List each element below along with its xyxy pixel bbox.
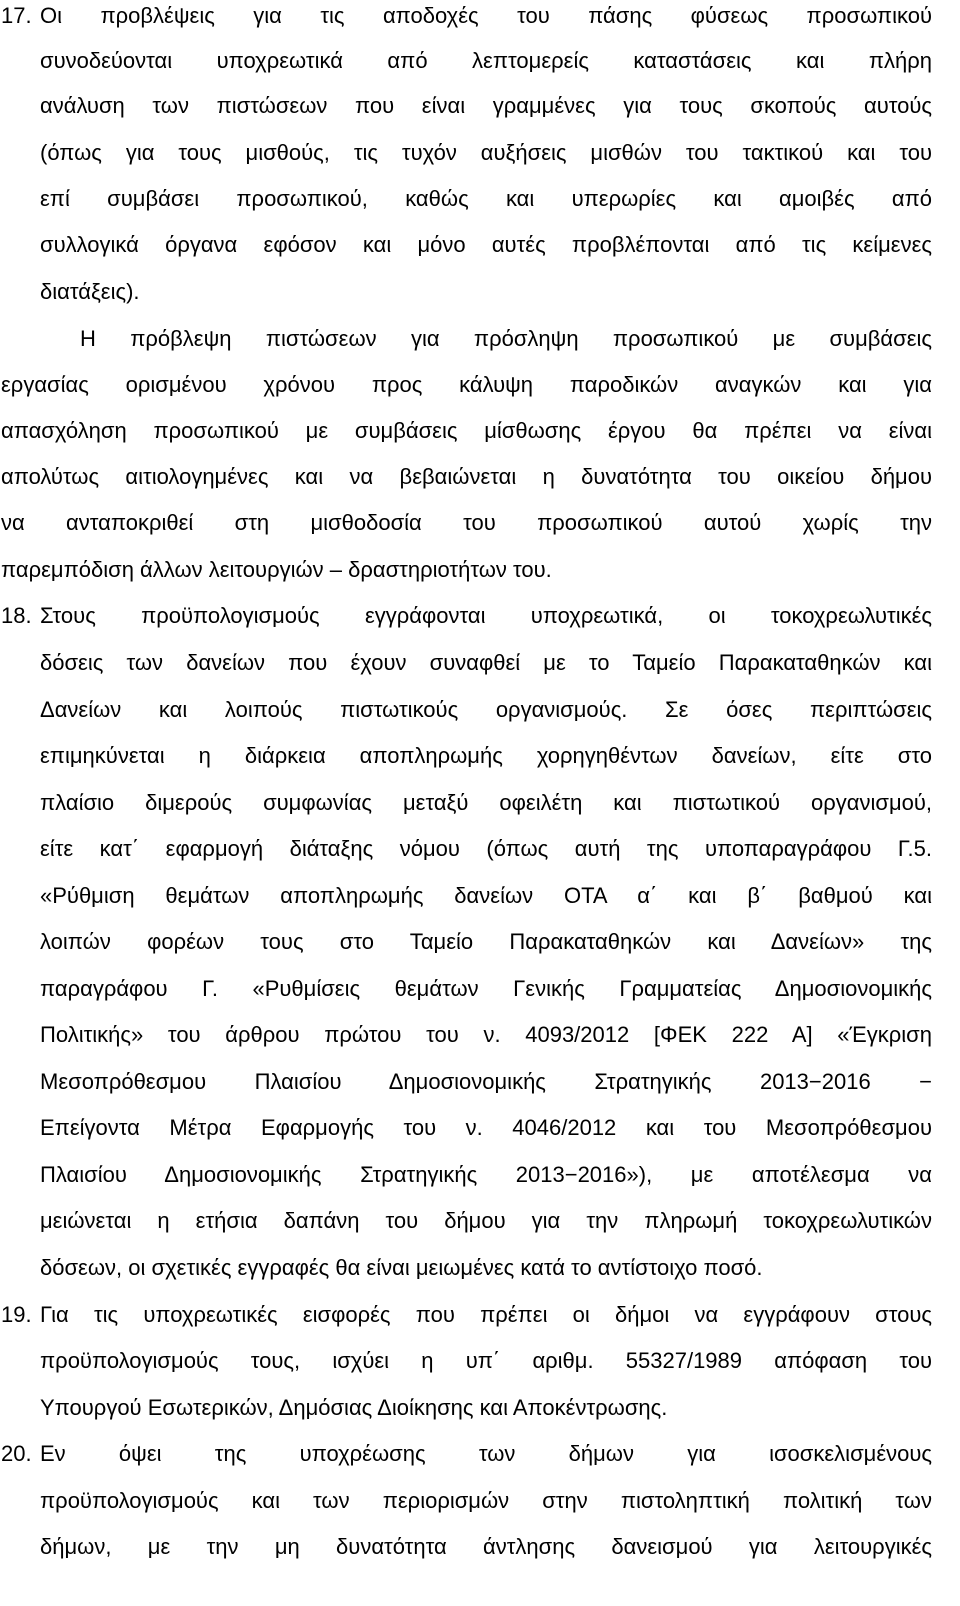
text-line: παραγράφου Γ. «Ρυθμίσεις θεμάτων Γενικής Γραμματείας Δημοσιονομικής [40,976,932,1001]
text-line: λοιπών φορέων τους στο Ταμείο Παρακαταθηκών και Δανείων» της [40,929,932,954]
text-line: απολύτως αιτιολογημένες και να βεβαιώνεται η δυνατότητα του οικείου δήμου [1,464,932,489]
text-line: δόσεις των δανείων που έχουν συναφθεί με το Ταμείο Παρακαταθηκών και [40,650,932,675]
text-line: να ανταποκριθεί στη μισθοδοσία του προσωπικού αυτού χωρίς την [1,510,932,535]
item-number: 17. [1,3,32,28]
text-line: Επείγοντα Μέτρα Εφαρμογής του ν. 4046/2012 και του Μεσοπρόθεσμου [40,1115,932,1140]
text-line: συλλογικά όργανα εφόσον και μόνο αυτές προβλέπονται από τις κείμενες [40,232,932,257]
text-line: εργασίας ορισμένου χρόνου προς κάλυψη παροδικών αναγκών και για [1,372,932,397]
item-number: 19. [1,1302,32,1327]
text-line: Πολιτικής» του άρθρου πρώτου του ν. 4093/2012 [ΦΕΚ 222 Α] «Έγκριση [40,1022,932,1047]
text-line: Στους προϋπολογισμούς εγγράφονται υποχρεωτικά, οι τοκοχρεωλυτικές [40,603,932,628]
text-line: επιμηκύνεται η διάρκεια αποπληρωμής χορηγηθέντων δανείων, είτε στο [40,743,932,768]
text-line: Δανείων και λοιπούς πιστωτικούς οργανισμούς. Σε όσες περιπτώσεις [40,697,932,722]
text-line: Για τις υποχρεωτικές εισφορές που πρέπει οι δήμοι να εγγράφουν στους [40,1302,932,1327]
text-line: δήμων, με την μη δυνατότητα άντλησης δανεισμού για λειτουργικές [40,1534,932,1559]
text-line: είτε κατ΄ εφαρμογή διάταξης νόμου (όπως αυτή της υποπαραγράφου Γ.5. [40,836,932,861]
text-line: ανάλυση των πιστώσεων που είναι γραμμένες για τους σκοπούς αυτούς [40,93,932,118]
text-line: Η πρόβλεψη πιστώσεων για πρόσληψη προσωπικού με συμβάσεις [80,326,932,351]
text-line: επί συμβάσει προσωπικού, καθώς και υπερωρίες και αμοιβές από [40,186,932,211]
text-line: (όπως για τους μισθούς, τις τυχόν αυξήσεις μισθών του τακτικού και του [40,140,932,165]
text-line: «Ρύθμιση θεμάτων αποπληρωμής δανείων ΟΤΑ α΄ και β΄ βαθμού και [40,883,932,908]
text-line: Οι προβλέψεις για τις αποδοχές του πάσης φύσεως προσωπικού [40,3,932,28]
text-line: διατάξεις). [40,279,140,304]
text-line: απασχόληση προσωπικού με συμβάσεις μίσθωσης έργου θα πρέπει να είναι [1,418,932,443]
text-line: Μεσοπρόθεσμου Πλαισίου Δημοσιονομικής Στρατηγικής 2013−2016 − [40,1069,932,1094]
text-line: προϋπολογισμούς και των περιορισμών στην πιστοληπτική πολιτική των [40,1488,932,1513]
text-line: μειώνεται η ετήσια δαπάνη του δήμου για την πληρωμή τοκοχρεωλυτικών [40,1208,932,1233]
text-line: Υπουργού Εσωτερικών, Δημόσιας Διοίκησης και Αποκέντρωσης. [40,1395,668,1420]
text-line: προϋπολογισμούς τους, ισχύει η υπ΄ αριθμ. 55327/1989 απόφαση του [40,1348,932,1373]
item-number: 18. [1,603,32,628]
text-line: Εν όψει της υποχρέωσης των δήμων για ισοσκελισμένους [40,1441,932,1466]
item-number: 20. [1,1441,32,1466]
text-line: πλαίσιο διμερούς συμφωνίας μεταξύ οφειλέτη και πιστωτικού οργανισμού, [40,790,932,815]
text-line: συνοδεύονται υποχρεωτικά από λεπτομερείς καταστάσεις και πλήρη [40,48,932,73]
text-line: δόσεων, οι σχετικές εγγραφές θα είναι μειωμένες κατά το αντίστοιχο ποσό. [40,1255,763,1280]
text-line: Πλαισίου Δημοσιονομικής Στρατηγικής 2013−2016»), με αποτέλεσμα να [40,1162,932,1187]
text-line: παρεμπόδιση άλλων λειτουργιών – δραστηριοτήτων του. [1,557,552,582]
